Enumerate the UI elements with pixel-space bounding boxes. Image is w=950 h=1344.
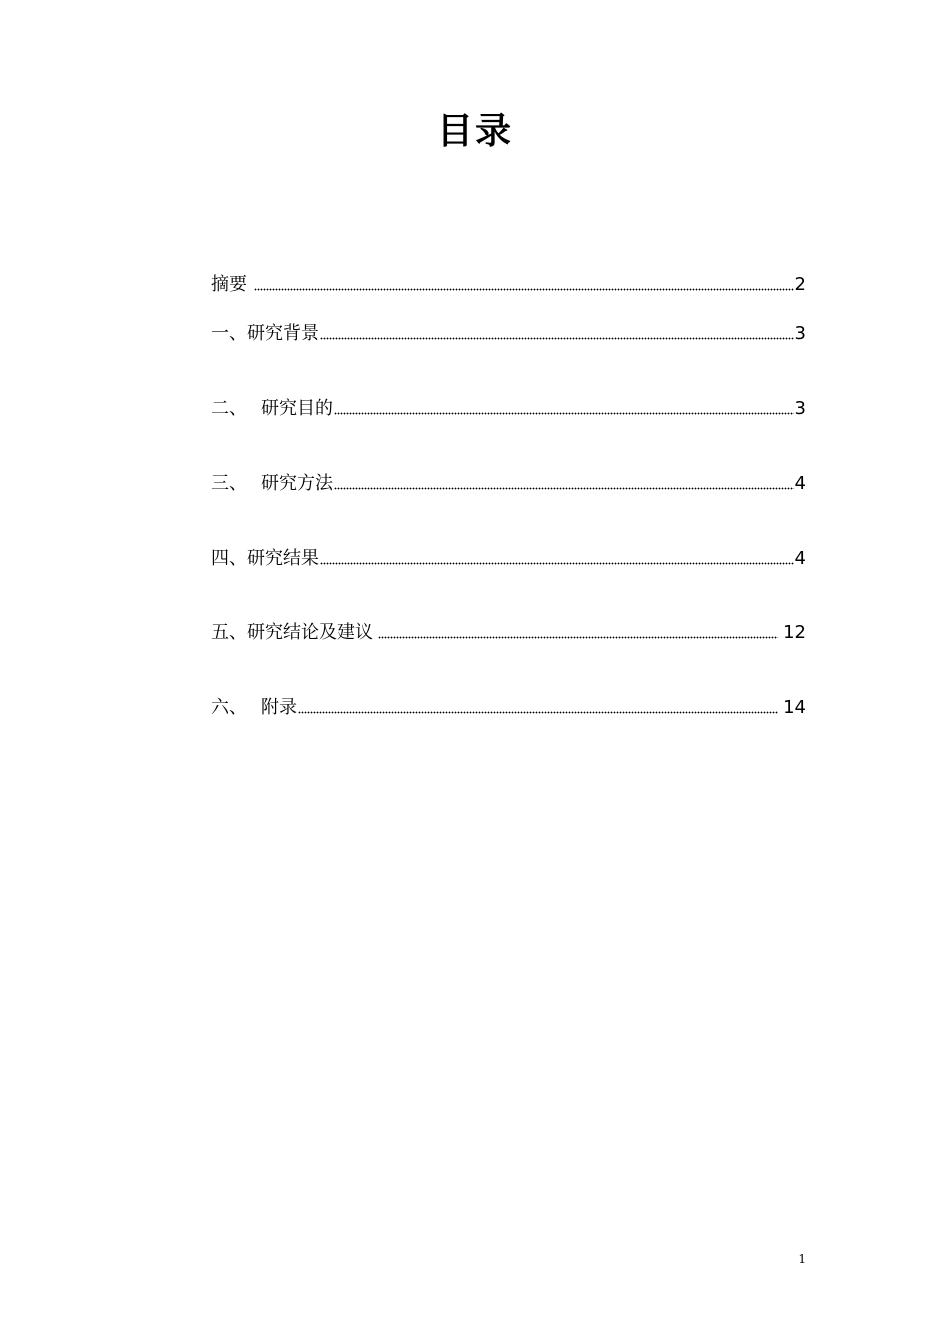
toc-entry-page: 4 <box>794 548 806 569</box>
toc-entry-label: 研究结果 <box>247 548 319 569</box>
toc-dot-leader <box>378 635 778 639</box>
page-title: 目录 <box>436 111 513 152</box>
page-number: 1 <box>798 1252 806 1266</box>
toc-dot-leader <box>320 561 794 565</box>
toc-entry-label: 研究目的 <box>261 398 333 419</box>
toc-entry-number: 三、 <box>211 473 247 494</box>
toc-entry-label: 研究背景 <box>247 323 319 344</box>
toc-entry-purpose[interactable] <box>211 396 806 422</box>
toc-entry-results[interactable] <box>211 546 806 572</box>
toc-entry-page: 14 <box>783 697 806 718</box>
toc-entry-number: 二、 <box>211 398 247 419</box>
toc-entry-background[interactable] <box>211 321 806 347</box>
toc-entry-page: 3 <box>794 398 806 419</box>
toc-entry-number: 一、 <box>211 323 247 344</box>
toc-entry-number: 六、 <box>211 697 247 718</box>
toc-entry-abstract[interactable] <box>211 272 806 298</box>
toc-dot-leader <box>334 486 794 490</box>
toc-entry-appendix[interactable] <box>211 695 806 721</box>
table-of-contents <box>211 0 806 760</box>
toc-entry-method[interactable] <box>211 471 806 497</box>
toc-entry-page: 2 <box>794 274 806 295</box>
toc-entry-label: 摘要 <box>211 274 247 295</box>
toc-entry-page: 3 <box>794 323 806 344</box>
toc-entry-label: 研究方法 <box>261 473 333 494</box>
toc-entry-number: 四、 <box>211 548 247 569</box>
toc-dot-leader <box>298 710 778 714</box>
toc-entry-number: 五、 <box>211 622 247 643</box>
toc-dot-leader <box>320 336 794 340</box>
toc-entry-page: 4 <box>794 473 806 494</box>
toc-entry-label: 附录 <box>261 697 297 718</box>
toc-dot-leader <box>334 411 794 415</box>
toc-dot-leader <box>254 287 794 291</box>
toc-entry-conclusion[interactable] <box>211 620 806 646</box>
toc-entry-page: 12 <box>783 622 806 643</box>
toc-entry-label: 研究结论及建议 <box>247 622 373 643</box>
